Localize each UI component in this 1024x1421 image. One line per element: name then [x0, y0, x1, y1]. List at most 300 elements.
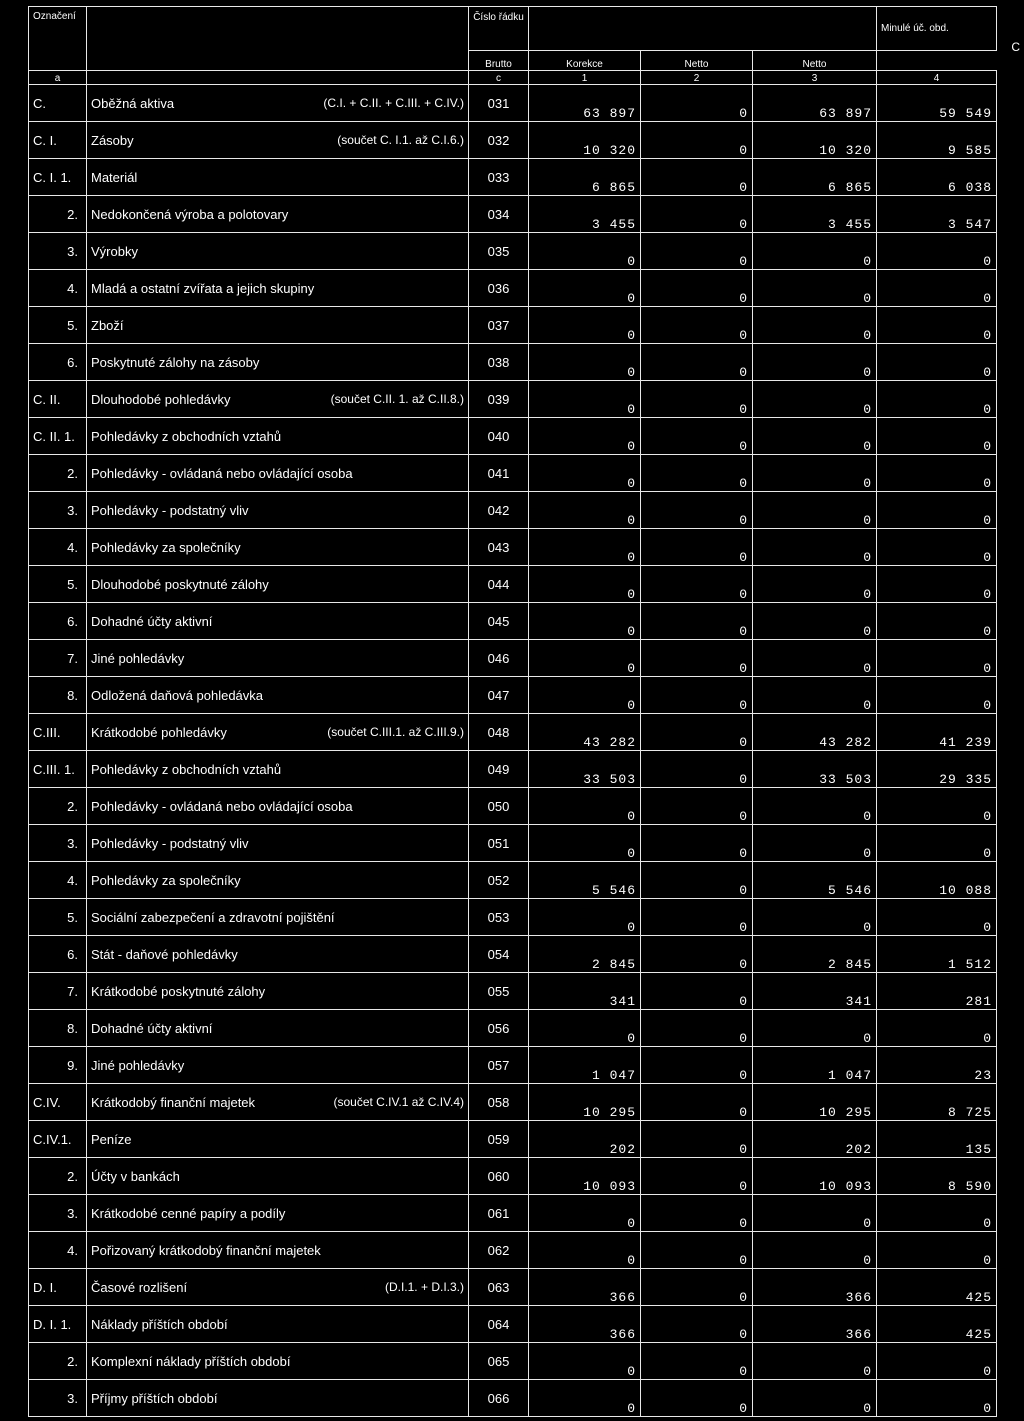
row-number: 060 [469, 1158, 529, 1195]
value-netto: 0 [753, 529, 877, 566]
value-netto-prev: 0 [877, 640, 997, 677]
row-code: 5. [29, 566, 87, 603]
row-code: C. I. 1. [29, 159, 87, 196]
row-code: 2. [29, 788, 87, 825]
value-netto-prev: 0 [877, 344, 997, 381]
row-label-note: (součet C.III.1. až C.III.9.) [327, 724, 464, 739]
header-n3: 3 [753, 71, 877, 85]
table-row [29, 1380, 997, 1417]
value-brutto: 43 282 [529, 714, 641, 751]
row-number: 056 [469, 1010, 529, 1047]
value-korekce: 0 [641, 677, 753, 714]
table-row [29, 159, 997, 196]
header-current-period [529, 7, 877, 51]
value-brutto: 366 [529, 1269, 641, 1306]
row-code: 3. [29, 233, 87, 270]
row-label-text: Pohledávky - podstatný vliv [91, 835, 249, 851]
table-row [29, 1047, 997, 1084]
value-netto-prev: 59 549 [877, 85, 997, 122]
table-row [29, 788, 997, 825]
value-korekce: 0 [641, 85, 753, 122]
table-row [29, 1195, 997, 1232]
row-label-text: Komplexní náklady příštích období [91, 1353, 291, 1369]
row-label-text: Materiál [91, 169, 138, 185]
row-number: 037 [469, 307, 529, 344]
value-netto: 341 [753, 973, 877, 1010]
header-oznaceni [29, 7, 87, 71]
row-label [87, 1380, 469, 1417]
row-code: 9. [29, 1047, 87, 1084]
row-label-text: Jiné pohledávky [91, 650, 185, 666]
header-brutto: Brutto [469, 51, 529, 71]
value-netto: 0 [753, 640, 877, 677]
row-label-text: Dlouhodobé pohledávky [91, 391, 231, 407]
value-brutto: 0 [529, 1010, 641, 1047]
row-label-text: Poskytnuté zálohy na zásoby [91, 354, 260, 370]
row-number: 042 [469, 492, 529, 529]
table-row [29, 1084, 997, 1121]
value-brutto: 2 845 [529, 936, 641, 973]
row-label-text: Krátkodobé poskytnuté zálohy [91, 983, 266, 999]
row-code: 6. [29, 603, 87, 640]
value-netto: 0 [753, 825, 877, 862]
table-row [29, 899, 997, 936]
value-netto-prev: 9 585 [877, 122, 997, 159]
value-korekce: 0 [641, 1084, 753, 1121]
value-brutto: 3 455 [529, 196, 641, 233]
header-netto: Netto [641, 51, 753, 71]
row-number: 031 [469, 85, 529, 122]
row-number: 048 [469, 714, 529, 751]
row-label-text: Časové rozlišení [91, 1279, 188, 1295]
value-brutto: 10 093 [529, 1158, 641, 1195]
row-label-note: (součet C.IV.1 až C.IV.4) [333, 1094, 464, 1109]
value-brutto: 0 [529, 640, 641, 677]
value-brutto: 0 [529, 825, 641, 862]
table-row [29, 455, 997, 492]
table-row [29, 1269, 997, 1306]
value-netto-prev: 0 [877, 899, 997, 936]
value-netto-prev: 0 [877, 270, 997, 307]
row-code: 3. [29, 1195, 87, 1232]
value-netto: 0 [753, 1010, 877, 1047]
row-label [87, 1269, 469, 1306]
value-brutto: 0 [529, 1380, 641, 1417]
table-row [29, 751, 997, 788]
row-label [87, 677, 469, 714]
value-brutto: 0 [529, 344, 641, 381]
value-korekce: 0 [641, 1047, 753, 1084]
row-label-text: Dlouhodobé poskytnuté zálohy [91, 576, 269, 592]
row-number: 046 [469, 640, 529, 677]
row-label [87, 714, 469, 751]
value-netto: 43 282 [753, 714, 877, 751]
header-minule: Minulé úč. obd. [877, 7, 997, 51]
value-brutto: 0 [529, 566, 641, 603]
row-code: 4. [29, 862, 87, 899]
value-netto: 1 047 [753, 1047, 877, 1084]
row-code: 4. [29, 270, 87, 307]
row-code: 7. [29, 640, 87, 677]
header-label-col [87, 7, 469, 71]
value-netto-prev: 0 [877, 1010, 997, 1047]
value-korekce: 0 [641, 714, 753, 751]
row-label [87, 1343, 469, 1380]
value-korekce: 0 [641, 899, 753, 936]
value-korekce: 0 [641, 825, 753, 862]
value-korekce: 0 [641, 529, 753, 566]
row-label [87, 529, 469, 566]
header-netto-prev: Netto [753, 51, 877, 71]
table-row [29, 1010, 997, 1047]
row-number: 036 [469, 270, 529, 307]
value-netto: 5 546 [753, 862, 877, 899]
row-label-note: (součet C. I.1. až C.I.6.) [337, 132, 464, 147]
value-netto-prev: 0 [877, 1195, 997, 1232]
value-brutto: 0 [529, 1232, 641, 1269]
row-label [87, 936, 469, 973]
value-netto-prev: 425 [877, 1306, 997, 1343]
header-c: c [469, 71, 529, 85]
table-row [29, 973, 997, 1010]
row-label-text: Pořizovaný krátkodobý finanční majetek [91, 1242, 321, 1258]
row-label-note: (C.I. + C.II. + C.III. + C.IV.) [323, 95, 464, 110]
table-row [29, 85, 997, 122]
value-brutto: 0 [529, 899, 641, 936]
value-netto: 0 [753, 270, 877, 307]
row-label [87, 1047, 469, 1084]
row-label-text: Pohledávky - ovládaná nebo ovládající osoba [91, 798, 353, 814]
value-brutto: 202 [529, 1121, 641, 1158]
row-code: 2. [29, 196, 87, 233]
value-netto: 6 865 [753, 159, 877, 196]
table-row [29, 1232, 997, 1269]
header-cislo: Číslo řádku [469, 7, 529, 51]
row-label-text: Krátkodobé pohledávky [91, 724, 227, 740]
table-row [29, 862, 997, 899]
table-row [29, 233, 997, 270]
value-netto: 0 [753, 899, 877, 936]
value-netto-prev: 41 239 [877, 714, 997, 751]
row-number: 053 [469, 899, 529, 936]
value-netto: 0 [753, 603, 877, 640]
row-code: 3. [29, 492, 87, 529]
value-korekce: 0 [641, 936, 753, 973]
row-label [87, 640, 469, 677]
row-label [87, 899, 469, 936]
row-code: 6. [29, 344, 87, 381]
value-korekce: 0 [641, 122, 753, 159]
value-korekce: 0 [641, 1269, 753, 1306]
value-netto-prev: 0 [877, 677, 997, 714]
value-netto: 0 [753, 344, 877, 381]
row-code: 2. [29, 455, 87, 492]
row-number: 035 [469, 233, 529, 270]
row-label [87, 122, 469, 159]
value-korekce: 0 [641, 862, 753, 899]
value-netto: 366 [753, 1306, 877, 1343]
row-label [87, 418, 469, 455]
value-netto-prev: 0 [877, 603, 997, 640]
value-netto-prev: 0 [877, 1232, 997, 1269]
value-netto-prev: 29 335 [877, 751, 997, 788]
row-label-text: Peníze [91, 1131, 132, 1147]
row-label-text: Náklady příštích období [91, 1316, 228, 1332]
row-label-text: Krátkodobý finanční majetek [91, 1094, 256, 1110]
value-netto-prev: 0 [877, 381, 997, 418]
header-a: a [29, 71, 87, 85]
value-korekce: 0 [641, 1306, 753, 1343]
value-netto: 0 [753, 1195, 877, 1232]
value-brutto: 0 [529, 418, 641, 455]
row-label-text: Pohledávky za společníky [91, 539, 241, 555]
value-brutto: 0 [529, 1343, 641, 1380]
row-code: C. [29, 85, 87, 122]
value-brutto: 0 [529, 529, 641, 566]
row-number: 045 [469, 603, 529, 640]
row-label [87, 566, 469, 603]
row-label-note: (součet C.II. 1. až C.II.8.) [330, 391, 464, 406]
value-netto: 366 [753, 1269, 877, 1306]
value-netto: 2 845 [753, 936, 877, 973]
value-netto-prev: 0 [877, 788, 997, 825]
value-korekce: 0 [641, 381, 753, 418]
value-netto: 0 [753, 788, 877, 825]
row-number: 063 [469, 1269, 529, 1306]
value-korekce: 0 [641, 418, 753, 455]
row-number: 049 [469, 751, 529, 788]
row-number: 051 [469, 825, 529, 862]
table-row [29, 122, 997, 159]
balance-sheet-table [28, 6, 997, 1417]
row-number: 041 [469, 455, 529, 492]
table-body [29, 85, 997, 1417]
header-n4: 4 [877, 71, 997, 85]
table-row [29, 196, 997, 233]
value-netto-prev: 0 [877, 233, 997, 270]
value-korekce: 0 [641, 1232, 753, 1269]
row-label [87, 1010, 469, 1047]
value-brutto: 1 047 [529, 1047, 641, 1084]
value-korekce: 0 [641, 1380, 753, 1417]
row-label-text: Jiné pohledávky [91, 1057, 185, 1073]
row-label-text: Pohledávky - ovládaná nebo ovládající osoba [91, 465, 353, 481]
value-korekce: 0 [641, 603, 753, 640]
row-code: C. II. [29, 381, 87, 418]
value-brutto: 10 320 [529, 122, 641, 159]
row-number: 057 [469, 1047, 529, 1084]
table-row [29, 1306, 997, 1343]
row-code: C.III. 1. [29, 751, 87, 788]
value-netto-prev: 8 725 [877, 1084, 997, 1121]
value-netto-prev: 3 547 [877, 196, 997, 233]
value-netto-prev: 0 [877, 1343, 997, 1380]
value-netto-prev: 135 [877, 1121, 997, 1158]
row-code: 3. [29, 825, 87, 862]
row-code: D. I. [29, 1269, 87, 1306]
row-label-text: Účty v bankách [91, 1168, 180, 1184]
row-label-note: (D.I.1. + D.I.3.) [384, 1279, 464, 1294]
row-code: 5. [29, 899, 87, 936]
value-netto-prev: 0 [877, 492, 997, 529]
row-label-text: Sociální zabezpečení a zdravotní pojištění [91, 909, 335, 925]
value-netto-prev: 6 038 [877, 159, 997, 196]
row-label [87, 233, 469, 270]
value-netto-prev: 0 [877, 418, 997, 455]
row-label-text: Dohadné účty aktivní [91, 613, 213, 629]
value-korekce: 0 [641, 788, 753, 825]
row-number: 058 [469, 1084, 529, 1121]
row-number: 034 [469, 196, 529, 233]
value-korekce: 0 [641, 1158, 753, 1195]
header-blank [87, 71, 469, 85]
row-label [87, 751, 469, 788]
row-label-text: Pohledávky za společníky [91, 872, 241, 888]
value-netto: 0 [753, 1232, 877, 1269]
value-netto: 3 455 [753, 196, 877, 233]
row-code: C.IV.1. [29, 1121, 87, 1158]
value-korekce: 0 [641, 492, 753, 529]
table-row [29, 677, 997, 714]
value-brutto: 0 [529, 307, 641, 344]
value-brutto: 0 [529, 677, 641, 714]
value-netto: 10 093 [753, 1158, 877, 1195]
row-label-text: Pohledávky z obchodních vztahů [91, 428, 282, 444]
value-korekce: 0 [641, 455, 753, 492]
row-code: C. I. [29, 122, 87, 159]
header-n2: 2 [641, 71, 753, 85]
row-label [87, 788, 469, 825]
value-korekce: 0 [641, 159, 753, 196]
value-netto-prev: 0 [877, 825, 997, 862]
value-netto: 0 [753, 1380, 877, 1417]
value-korekce: 0 [641, 973, 753, 1010]
table-row [29, 603, 997, 640]
value-korekce: 0 [641, 233, 753, 270]
row-label-text: Krátkodobé cenné papíry a podíly [91, 1205, 286, 1221]
row-number: 047 [469, 677, 529, 714]
value-netto-prev: 0 [877, 529, 997, 566]
value-netto-prev: 425 [877, 1269, 997, 1306]
row-label [87, 862, 469, 899]
row-number: 054 [469, 936, 529, 973]
value-netto: 33 503 [753, 751, 877, 788]
row-code: C.III. [29, 714, 87, 751]
row-label [87, 492, 469, 529]
value-netto: 202 [753, 1121, 877, 1158]
row-code: 4. [29, 529, 87, 566]
table-row [29, 825, 997, 862]
value-netto-prev: 8 590 [877, 1158, 997, 1195]
value-netto-prev: 281 [877, 973, 997, 1010]
row-label-text: Stát - daňové pohledávky [91, 946, 238, 962]
row-number: 038 [469, 344, 529, 381]
value-netto-prev: 10 088 [877, 862, 997, 899]
table-row [29, 566, 997, 603]
table-row [29, 344, 997, 381]
row-code: 8. [29, 677, 87, 714]
table-row [29, 270, 997, 307]
value-korekce: 0 [641, 1343, 753, 1380]
value-brutto: 0 [529, 455, 641, 492]
row-number: 044 [469, 566, 529, 603]
table-row [29, 492, 997, 529]
value-brutto: 0 [529, 270, 641, 307]
value-brutto: 6 865 [529, 159, 641, 196]
row-number: 059 [469, 1121, 529, 1158]
value-netto: 10 295 [753, 1084, 877, 1121]
row-label-text: Dohadné účty aktivní [91, 1020, 213, 1036]
row-number: 050 [469, 788, 529, 825]
row-code: 5. [29, 307, 87, 344]
row-label-text: Pohledávky - podstatný vliv [91, 502, 249, 518]
row-number: 040 [469, 418, 529, 455]
value-brutto: 0 [529, 1195, 641, 1232]
row-number: 066 [469, 1380, 529, 1417]
row-label-text: Pohledávky z obchodních vztahů [91, 761, 282, 777]
row-label-text: Zboží [91, 317, 124, 333]
row-number: 039 [469, 381, 529, 418]
value-netto: 0 [753, 381, 877, 418]
row-label [87, 973, 469, 1010]
value-netto-prev: 23 [877, 1047, 997, 1084]
value-korekce: 0 [641, 1010, 753, 1047]
header-oznaceni-text: Označení [33, 11, 76, 22]
value-netto: 0 [753, 1343, 877, 1380]
table-row [29, 381, 997, 418]
row-label [87, 307, 469, 344]
table-row [29, 936, 997, 973]
row-label [87, 1306, 469, 1343]
table-row [29, 1158, 997, 1195]
row-label-text: Oběžná aktiva [91, 95, 175, 111]
value-korekce: 0 [641, 307, 753, 344]
row-number: 062 [469, 1232, 529, 1269]
value-brutto: 366 [529, 1306, 641, 1343]
row-label [87, 1158, 469, 1195]
row-code: 7. [29, 973, 87, 1010]
value-brutto: 5 546 [529, 862, 641, 899]
row-code: C.IV. [29, 1084, 87, 1121]
value-korekce: 0 [641, 566, 753, 603]
value-korekce: 0 [641, 751, 753, 788]
row-label-text: Mladá a ostatní zvířata a jejich skupiny [91, 280, 315, 296]
row-code: 6. [29, 936, 87, 973]
table-row [29, 714, 997, 751]
value-brutto: 10 295 [529, 1084, 641, 1121]
row-number: 033 [469, 159, 529, 196]
row-number: 065 [469, 1343, 529, 1380]
table-row [29, 307, 997, 344]
value-netto: 0 [753, 677, 877, 714]
row-code: 8. [29, 1010, 87, 1047]
row-label [87, 1232, 469, 1269]
header-n1: 1 [529, 71, 641, 85]
value-netto-prev: 0 [877, 307, 997, 344]
value-korekce: 0 [641, 270, 753, 307]
value-netto: 0 [753, 307, 877, 344]
row-label [87, 270, 469, 307]
value-brutto: 33 503 [529, 751, 641, 788]
value-netto-prev: 1 512 [877, 936, 997, 973]
value-korekce: 0 [641, 196, 753, 233]
row-label [87, 1195, 469, 1232]
row-label [87, 381, 469, 418]
row-label [87, 344, 469, 381]
value-brutto: 0 [529, 233, 641, 270]
value-netto: 0 [753, 418, 877, 455]
value-brutto: 0 [529, 603, 641, 640]
